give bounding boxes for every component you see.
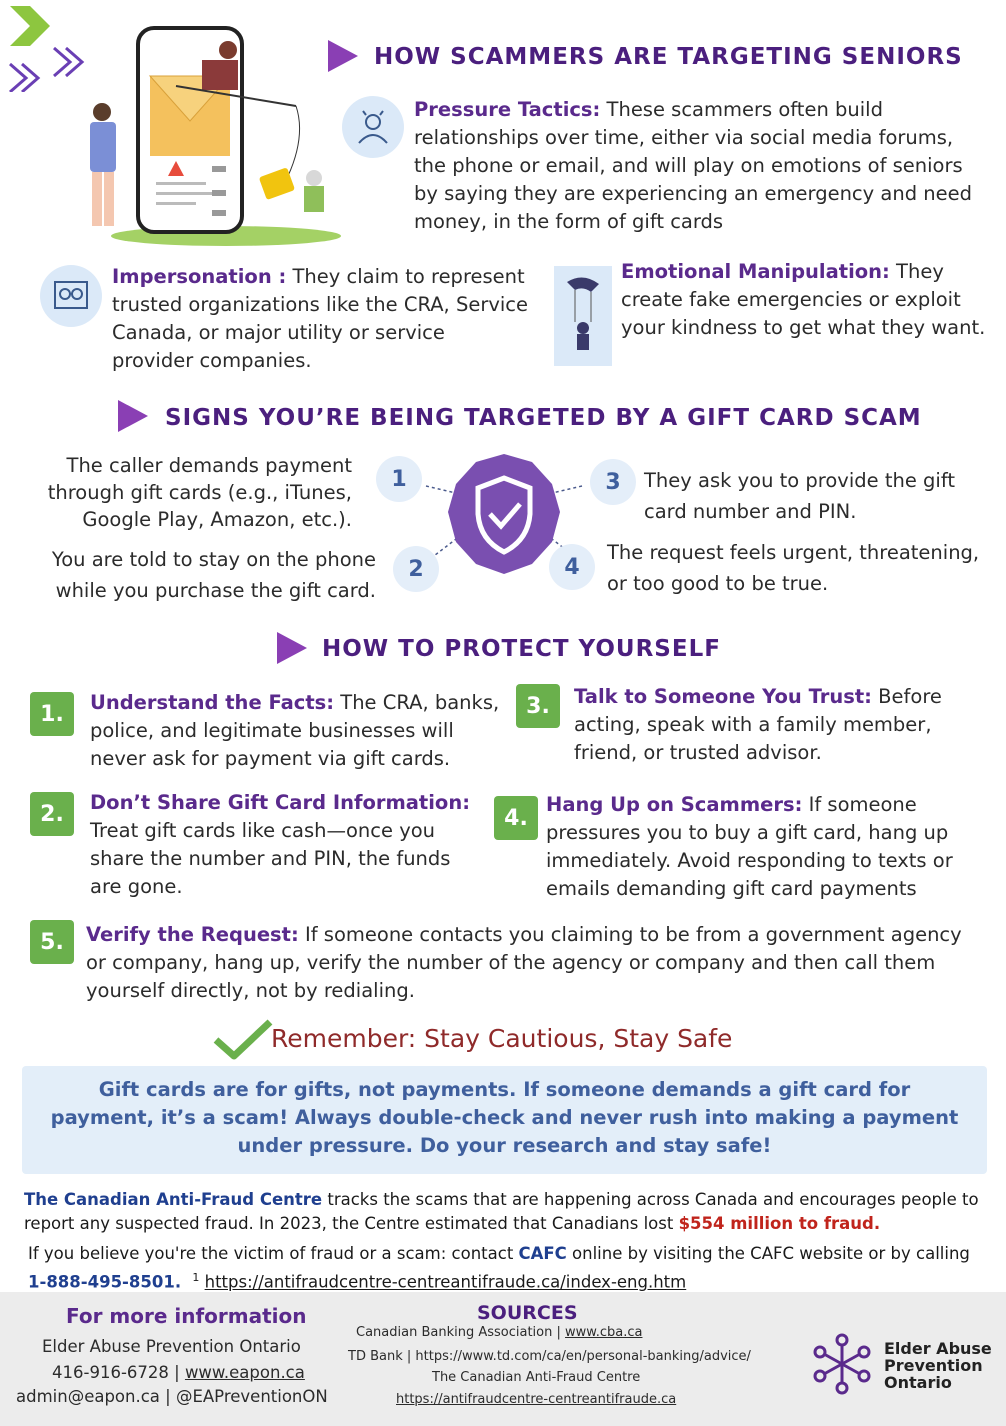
pressure-tactics-title: Pressure Tactics: (414, 98, 601, 121)
pressure-tactics-paragraph (414, 96, 984, 236)
pressure-tactics-text: These scammers often build relationships over time, either via social media forums, the phone or email, and will play on emotions of seniors by saying they are experiencing an emergency and need money, in the form of gift cards (414, 98, 973, 233)
sign-1-text: The caller demands payment through gift cards (e.g., iTunes, Google Play, Amazon, etc.). (47, 454, 352, 531)
footer-phone-web (52, 1363, 305, 1382)
step-4-text: If someone pressures you to buy a gift card, hang up immediately. Avoid responding to texts or emails demanding gift card payments (546, 793, 953, 900)
step-5-text: If someone contacts you claiming to be from a government agency or company, hang up, verify the number of the agency or company and then call them yourself directly, not by redialing. (86, 923, 962, 1002)
step-2-title: Don’t Share Gift Card Information: (90, 791, 471, 814)
source-1-label: Canadian Banking Association | (356, 1325, 566, 1340)
footer-phone: 416-916-6728 | (52, 1363, 185, 1382)
footnote-marker: 1 (192, 1271, 200, 1284)
cafc-text-1: tracks the scams that are happening across Canada and encourages people to report any suspected fraud. In 2023, the Centre estimated that Canadians lost (24, 1190, 979, 1233)
impersonation-title: Impersonation : (112, 265, 287, 288)
emotional-manipulation-paragraph (621, 258, 993, 342)
eapon-logo-text (884, 1340, 992, 1391)
sign-number-4: 4 (549, 544, 595, 590)
phone-scam-illustration (76, 26, 346, 246)
step-4-paragraph (546, 791, 986, 903)
sign-2-text: You are told to stay on the phone while you purchase the gift card. (51, 548, 376, 602)
two-faces-icon (40, 265, 102, 327)
more-info-title: For more information (66, 1304, 307, 1328)
step-3-text: Before acting, speak with a family member, friend, or trusted advisor. (574, 685, 942, 764)
checkmark-icon (212, 1018, 274, 1060)
source-3-link[interactable]: https://antifraudcentre-centreantifraude.ca (396, 1392, 677, 1407)
sign-3-text: They ask you to provide the gift card number and PIN. (644, 469, 956, 523)
step-4-title: Hang Up on Scammers: (546, 793, 803, 816)
section-title-protect: HOW TO PROTECT YOURSELF (322, 636, 721, 662)
step-3-title: Talk to Someone You Trust: (574, 685, 872, 708)
step-2-paragraph (90, 789, 485, 901)
gift-card-callout (22, 1066, 987, 1174)
step-number-3: 3. (516, 684, 560, 728)
cafc-report-paragraph (28, 1242, 993, 1295)
cafc-url-link[interactable]: https://antifraudcentre-centreantifraude.ca/index-eng.htm (204, 1272, 687, 1292)
fraud-amount: $554 million to fraud. (678, 1214, 881, 1233)
sign-number-1: 1 (376, 456, 422, 502)
source-1-link[interactable]: www.cba.ca (565, 1325, 643, 1340)
impersonation-paragraph (112, 263, 532, 375)
eapon-logo-icon (810, 1332, 874, 1396)
logo-line-2: Prevention (884, 1356, 983, 1375)
section-arrow-icon (277, 632, 307, 664)
step-2-text: Treat gift cards like cash—once you share the number and PIN, the funds are gone. (90, 819, 451, 898)
impersonation-text: They claim to represent trusted organizations like the CRA, Service Canada, or major utility or service provider companies. (112, 265, 529, 372)
step-1-title: Understand the Facts: (90, 691, 335, 714)
step-5-title: Verify the Request: (86, 923, 299, 946)
footer-website-link[interactable]: www.eapon.ca (184, 1363, 305, 1382)
step-3-paragraph (574, 683, 979, 767)
step-1-text: The CRA, banks, police, and legitimate businesses will never ask for payment via gift cards. (90, 691, 500, 770)
step-number-2: 2. (30, 792, 74, 836)
remember-heading: Remember: Stay Cautious, Stay Safe (271, 1024, 733, 1053)
section-arrow-icon (118, 400, 148, 432)
sign-number-3: 3 (590, 459, 636, 505)
sign-number-2: 2 (393, 546, 439, 592)
logo-line-3: Ontario (884, 1373, 952, 1392)
sources-title: SOURCES (477, 1302, 578, 1324)
step-number-4: 4. (494, 796, 538, 840)
cafc-text-3: online by visiting the CAFC website or by calling (566, 1244, 970, 1263)
stressed-person-icon (342, 96, 404, 158)
sign-4-text: The request feels urgent, threatening, or too good to be true. (607, 541, 980, 595)
emotional-manipulation-text: They create fake emergencies or exploit your kindness to get what they want. (621, 260, 986, 339)
cafc-phone[interactable]: 1-888-495-8501. (28, 1272, 182, 1292)
cafc-paragraph (24, 1188, 999, 1236)
step-number-1: 1. (30, 692, 74, 736)
emotional-manipulation-title: Emotional Manipulation: (621, 260, 890, 283)
source-3: The Canadian Anti-Fraud Centre (432, 1370, 641, 1385)
logo-line-1: Elder Abuse (884, 1339, 992, 1358)
section-arrow-icon (328, 40, 358, 72)
footer-email-social: admin@eapon.ca | @EAPreventionON (16, 1387, 328, 1406)
cafc-short: CAFC (518, 1244, 567, 1263)
step-number-5: 5. (30, 920, 74, 964)
cafc-text-2: If you believe you're the victim of fraud or a scam: contact (28, 1244, 519, 1263)
source-2: TD Bank | https://www.td.com/ca/en/personal-banking/advice/ (348, 1349, 751, 1364)
source-1 (356, 1325, 642, 1340)
section-title-scammers: HOW SCAMMERS ARE TARGETING SENIORS (374, 44, 963, 70)
cafc-org-name: The Canadian Anti-Fraud Centre (24, 1190, 323, 1209)
callout-text: Gift cards are for gifts, not payments. If someone demands a gift card for payment, it’s a scam! Always double-check and never rush into making a payment under pressure. Do your research and stay safe! (50, 1078, 959, 1157)
footer-org-name: Elder Abuse Prevention Ontario (42, 1337, 301, 1356)
step-5-paragraph (86, 921, 976, 1005)
puppet-hand-icon (554, 266, 612, 366)
footer (0, 1292, 1006, 1426)
section-title-signs: SIGNS YOU’RE BEING TARGETED BY A GIFT CARD SCAM (165, 405, 922, 431)
step-1-paragraph (90, 689, 505, 773)
